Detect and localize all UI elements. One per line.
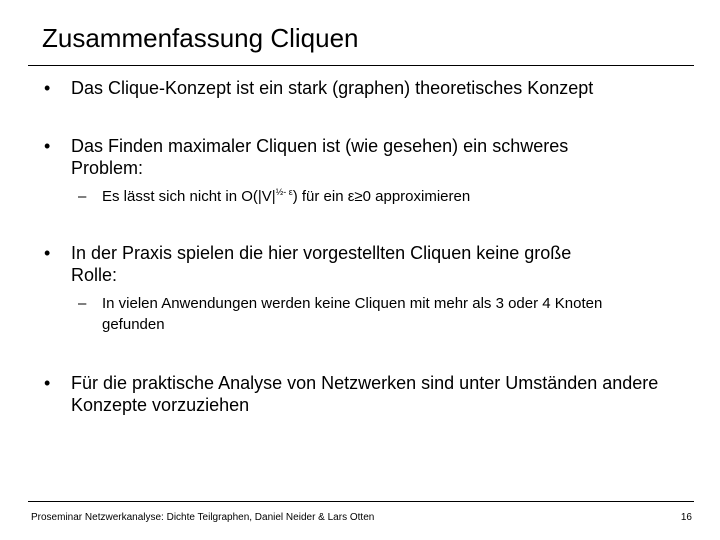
bullet-marker: •	[44, 78, 51, 98]
page-number: 16	[680, 512, 692, 523]
formula-text-before: Es lässt sich nicht in O(|V|	[102, 188, 276, 205]
title-divider	[28, 65, 694, 66]
footer-credit: Proseminar Netzwerkanalyse: Dichte Teilgraphen, Daniel Neider & Lars Otten	[31, 512, 375, 523]
bullet-item-2	[44, 135, 644, 179]
sub-bullet-item-3-1	[78, 293, 668, 335]
bullet-marker: •	[44, 136, 51, 156]
bullet-item-4	[44, 372, 684, 416]
bullet-marker: •	[44, 373, 51, 393]
bullet-item-3	[44, 242, 604, 286]
formula-exponent: ½- ε	[275, 187, 293, 197]
footer-divider	[28, 501, 694, 502]
sub-bullet-marker: –	[78, 295, 87, 312]
bullet-text: Das Clique-Konzept ist ein stark (graphen) theoretisches Konzept	[71, 78, 594, 98]
bullet-marker: •	[44, 243, 51, 263]
sub-bullet-marker: –	[78, 188, 87, 205]
bullet-text: Für die praktische Analyse von Netzwerken sind unter Umständen andere Konzepte vorzuziehen	[71, 373, 659, 415]
sub-bullet-item-2-1	[78, 186, 688, 207]
slide-title: Zusammenfassung Cliquen	[42, 23, 359, 53]
bullet-text: Das Finden maximaler Cliquen ist (wie gesehen) ein schweres Problem:	[71, 136, 569, 178]
sub-bullet-text	[102, 186, 688, 207]
formula-text-after: ) für ein ε≥0 approximieren	[292, 188, 471, 205]
sub-bullet-text: In vielen Anwendungen werden keine Cliquen mit mehr als 3 oder 4 Knoten gefunden	[102, 295, 603, 333]
bullet-item-1	[44, 77, 684, 99]
bullet-text: In der Praxis spielen die hier vorgestellten Cliquen keine große Rolle:	[71, 243, 572, 285]
